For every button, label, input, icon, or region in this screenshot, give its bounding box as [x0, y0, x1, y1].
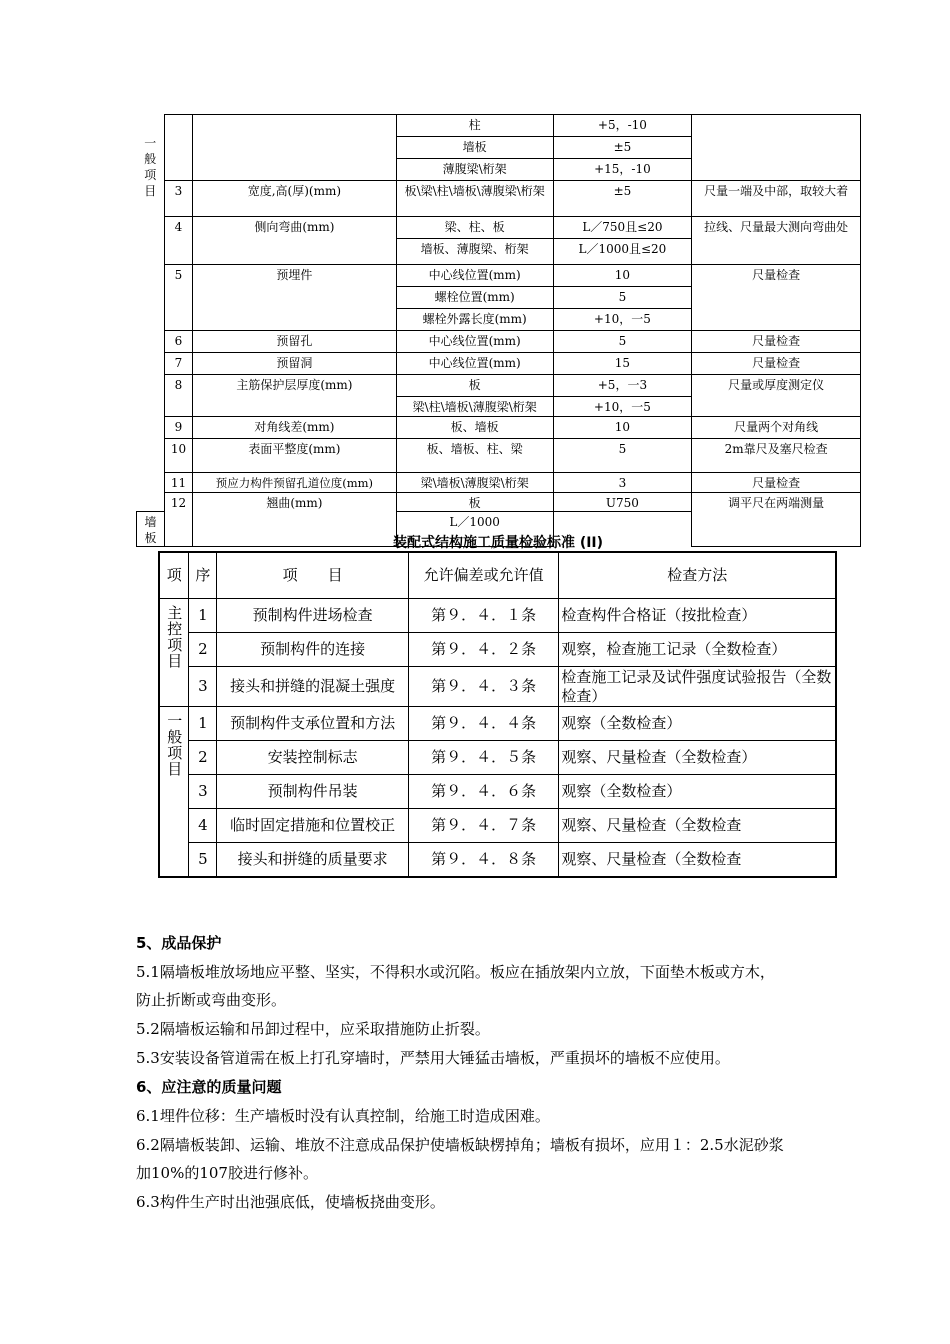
clause: 第９．４．１条: [408, 599, 559, 633]
seq: 3: [189, 775, 217, 809]
seq: 11: [164, 473, 192, 493]
clause: 第９．４．６条: [408, 775, 559, 809]
item: 主筋保护层厚度(mm): [192, 375, 396, 417]
clause: 第９．４．４条: [408, 707, 559, 741]
item: 翘曲(mm): [192, 493, 396, 547]
paragraph: 加10%的107胶进行修补。: [136, 1164, 318, 1182]
tolerance: L／1000且≤20: [553, 239, 692, 265]
item: 接头和拼缝的质量要求: [217, 843, 408, 877]
tolerance: L／1000: [396, 512, 553, 547]
clause: 第９．４．２条: [408, 633, 559, 667]
section-heading: 6、应注意的质量问题: [136, 1078, 282, 1096]
method: 尺量检查: [692, 265, 861, 331]
clause: 第９．４．３条: [408, 667, 559, 707]
general-label: 一般项目: [159, 707, 189, 877]
item: 预应力构件预留孔道位度(mm): [192, 473, 396, 493]
tolerance: 5: [553, 439, 692, 473]
header-category: 项: [159, 552, 189, 599]
header-seq: 序: [189, 552, 217, 599]
sub-item: 墙板: [137, 512, 165, 547]
inspection-standard-table: [158, 551, 837, 878]
clause: 第９．４．７条: [408, 809, 559, 843]
group-label-general: 一般项目: [137, 115, 165, 512]
seq: 12: [164, 493, 192, 547]
tolerance: ±5: [553, 137, 692, 159]
method: 尺量或厚度测定仪: [692, 375, 861, 417]
item: 预制构件进场检查: [217, 599, 408, 633]
sub-item: 墙板: [396, 137, 553, 159]
seq: 1: [189, 707, 217, 741]
seq: 9: [164, 417, 192, 439]
paragraph: 6.1埋件位移：生产墙板时没有认真控制，给施工时造成困难。: [136, 1107, 550, 1125]
seq: 5: [189, 843, 217, 877]
item: 安装控制标志: [217, 741, 408, 775]
tolerance: +10，一5: [553, 309, 692, 331]
method: 观察、尺量检查（全数检查）: [559, 741, 836, 775]
tolerance: +5，一3: [553, 375, 692, 397]
sub-item: 板、墙板、柱、梁: [396, 439, 553, 473]
seq: 8: [164, 375, 192, 417]
seq: 5: [164, 265, 192, 331]
method: 观察（全数检查）: [559, 775, 836, 809]
seq: 2: [189, 633, 217, 667]
sub-item: 螺栓位置(mm): [396, 287, 553, 309]
tolerance: L／750且≤20: [553, 217, 692, 239]
sub-item: 中心线位置(mm): [396, 353, 553, 375]
sub-item: 板\梁\柱\墙板\薄腹梁\桁架: [396, 181, 553, 217]
item: 接头和拼缝的混凝土强度: [217, 667, 408, 707]
item: 预制构件支承位置和方法: [217, 707, 408, 741]
table-caption: 装配式结构施工质量检验标准 (II): [392, 535, 604, 551]
sub-item: 板: [396, 375, 553, 397]
seq: 4: [189, 809, 217, 843]
paragraph: 防止折断或弯曲变形。: [136, 991, 287, 1009]
paragraph: 5.2隔墙板运输和吊卸过程中，应采取措施防止折裂。: [136, 1020, 490, 1038]
item: 侧向弯曲(mm): [192, 217, 396, 265]
method: 检查施工记录及试件强度试验报告（全数检查）: [559, 667, 836, 707]
method: 尺量检查: [692, 473, 861, 493]
item: 预制构件的连接: [217, 633, 408, 667]
tolerance: +5，-10: [553, 115, 692, 137]
tolerance: 15: [553, 353, 692, 375]
section-heading: 5、成品保护: [136, 934, 222, 952]
item: 对角线差(mm): [192, 417, 396, 439]
item: 宽度,高(厚)(mm): [192, 181, 396, 217]
tolerance-table: [136, 114, 861, 547]
tolerance: +10，一5: [553, 397, 692, 417]
sub-item: 板: [396, 493, 553, 512]
item: 预留洞: [192, 353, 396, 375]
sub-item: 梁、柱、板: [396, 217, 553, 239]
seq: 7: [164, 353, 192, 375]
method: 观察、尺量检查（全数检查: [559, 809, 836, 843]
method: 尺量一端及中部，取较大着: [692, 181, 861, 217]
tolerance: ±5: [553, 181, 692, 217]
seq: 1: [189, 599, 217, 633]
item: 预埋件: [192, 265, 396, 331]
tolerance: 3: [553, 473, 692, 493]
seq: 3: [189, 667, 217, 707]
header-item: 项 目: [217, 552, 408, 599]
paragraph: 5.3安装设备管道需在板上打孔穿墙时，严禁用大锤猛击墙板，严重损坏的墙板不应使用。: [136, 1049, 730, 1067]
seq: 2: [189, 741, 217, 775]
clause: 第９．４．８条: [408, 843, 559, 877]
tolerance: 10: [553, 417, 692, 439]
sub-item: 中心线位置(mm): [396, 331, 553, 353]
paragraph: 6.2隔墙板装卸、运输、堆放不注意成品保护使墙板缺楞掉角；墙板有损坏，应用１：2.5水泥砂浆: [136, 1136, 784, 1154]
sub-item: 柱: [396, 115, 553, 137]
method: 检查构件合格证（按批检查）: [559, 599, 836, 633]
seq: 3: [164, 181, 192, 217]
sub-item: 梁\墙板\薄腹梁\桁架: [396, 473, 553, 493]
method: 尺量检查: [692, 353, 861, 375]
method: 调平尺在两端测量: [692, 493, 861, 547]
sub-item: 板、墙板: [396, 417, 553, 439]
paragraph: 5.1隔墙板堆放场地应平整、坚实，不得积水或沉陷。板应在插放架内立放，下面垫木板或方木，: [136, 963, 775, 981]
sub-item: 墙板、薄腹梁、桁架: [396, 239, 553, 265]
method: 拉线、尺量最大测向弯曲处: [692, 217, 861, 265]
seq: 6: [164, 331, 192, 353]
method: 尺量检查: [692, 331, 861, 353]
header-method: 检查方法: [559, 552, 836, 599]
item: 预制构件吊装: [217, 775, 408, 809]
item: 预留孔: [192, 331, 396, 353]
sub-item: 螺栓外露长度(mm): [396, 309, 553, 331]
method: 观察、尺量检查（全数检查: [559, 843, 836, 877]
tolerance: 5: [553, 331, 692, 353]
method: 观察（全数检查）: [559, 707, 836, 741]
item: 临时固定措施和位置校正: [217, 809, 408, 843]
tolerance: 10: [553, 265, 692, 287]
sub-item: 中心线位置(mm): [396, 265, 553, 287]
main-control-label: 主控项目: [159, 599, 189, 707]
item: 表面平整度(mm): [192, 439, 396, 473]
tolerance: U750: [553, 493, 692, 512]
seq: 4: [164, 217, 192, 265]
paragraph: 6.3构件生产时出池强底低，使墙板挠曲变形。: [136, 1193, 445, 1211]
seq: 10: [164, 439, 192, 473]
tolerance: +15，-10: [553, 159, 692, 181]
sub-item: 薄腹梁\桁架: [396, 159, 553, 181]
method: 2m靠尺及塞尺检查: [692, 439, 861, 473]
clause: 第９．４．５条: [408, 741, 559, 775]
header-tolerance: 允许偏差或允许值: [408, 552, 559, 599]
method: 观察，检查施工记录（全数检查）: [559, 633, 836, 667]
tolerance: 5: [553, 287, 692, 309]
method: 尺量两个对角线: [692, 417, 861, 439]
sub-item: 梁\柱\墙板\薄腹梁\桁架: [396, 397, 553, 417]
